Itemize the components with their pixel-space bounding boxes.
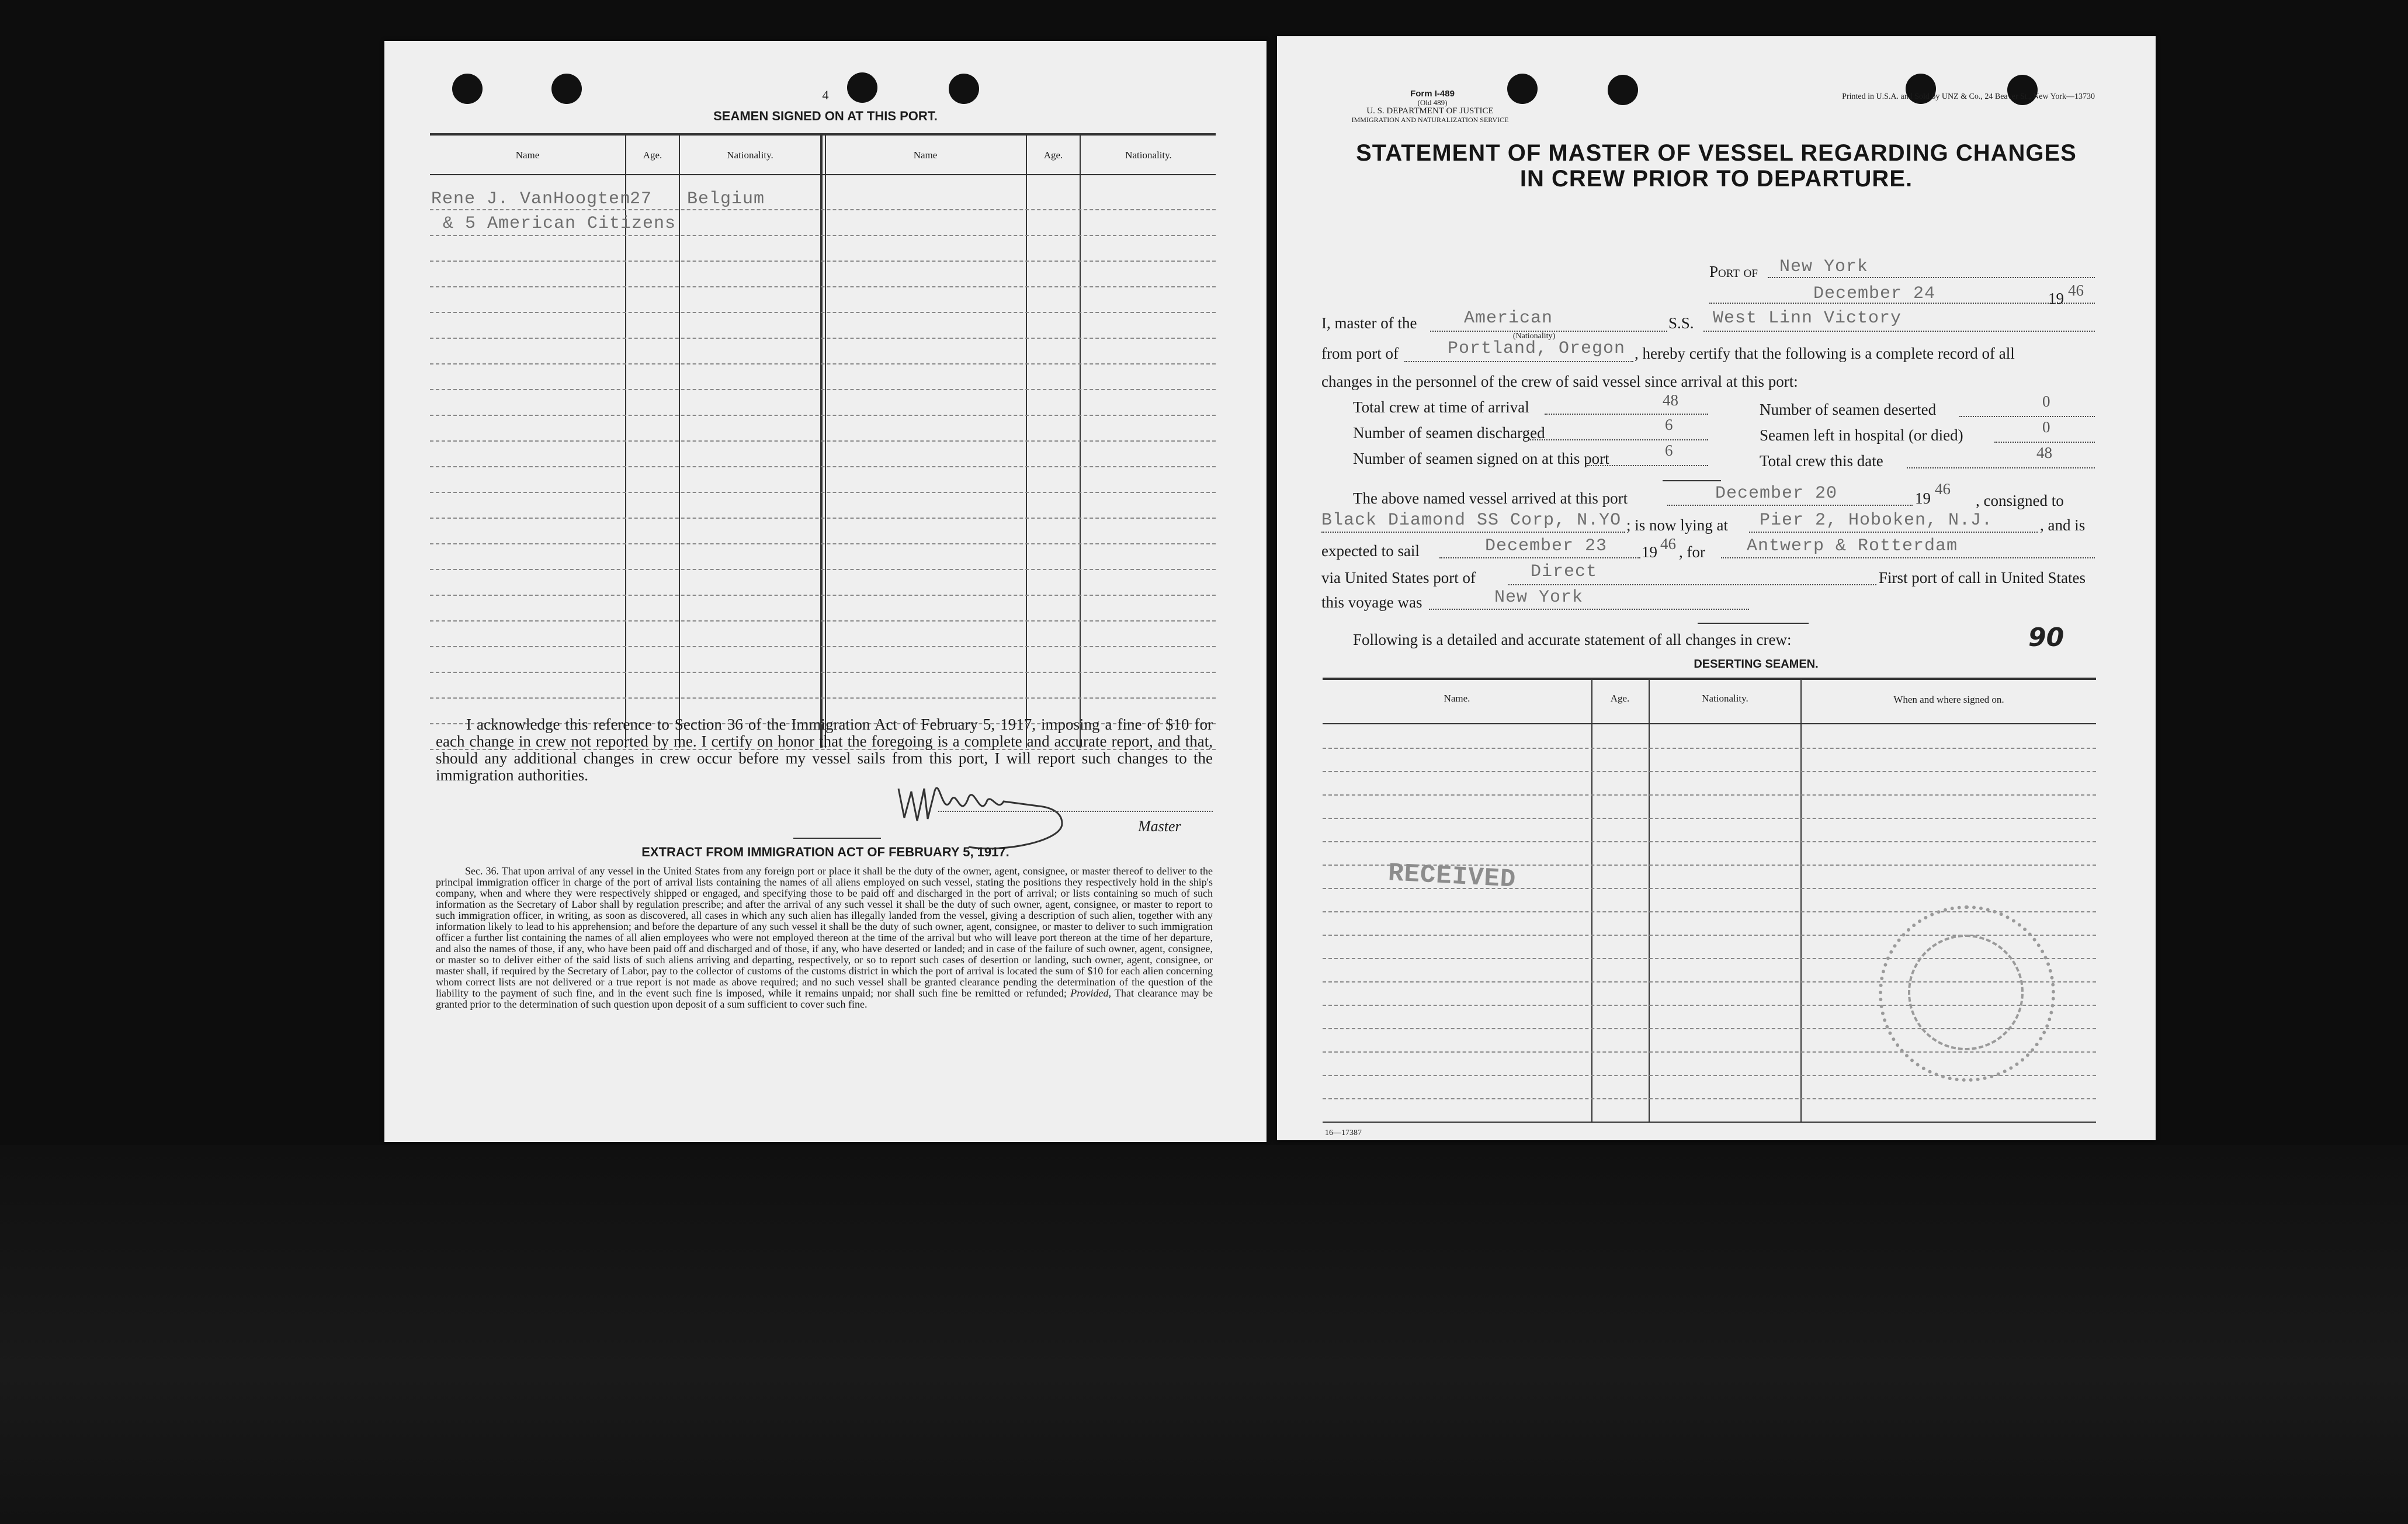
signature-line (938, 811, 1213, 812)
stat-line (1994, 442, 2095, 443)
form-old: (Old 489) (1417, 98, 1448, 107)
nationality-value: American (1464, 308, 1553, 328)
stat-value-deserted: 0 (2042, 393, 2050, 410)
stat-value-arrival: 48 (1663, 391, 1678, 409)
stat-value-signed: 6 (1665, 442, 1673, 459)
table-row-line (430, 440, 1216, 442)
sail-value: December 23 (1485, 536, 1608, 556)
lying-line (1749, 532, 2038, 533)
table-row-line (430, 646, 1216, 647)
form-title-line2: IN CREW PRIOR TO DEPARTURE. (1519, 166, 1913, 192)
sail-line (1439, 557, 1640, 558)
des-col-nationality: Nationality. (1702, 693, 1748, 704)
table-row-line (430, 595, 1216, 596)
lying-label: ; is now lying at (1626, 516, 1728, 534)
table-row-line (430, 389, 1216, 390)
table-row-line (430, 338, 1216, 339)
stat-value-hospital: 0 (2042, 418, 2050, 436)
following-text: Following is a detailed and accurate statement of all changes in crew: (1353, 631, 1792, 648)
sail-year-prefix: 19 (1642, 543, 1657, 561)
col-header-nationality-2: Nationality. (1125, 150, 1172, 161)
table-row-line (1323, 771, 2096, 772)
form-title-line1: STATEMENT OF MASTER OF VESSEL REGARDING CHANGES (1356, 140, 2077, 166)
entry-nationality: Belgium (687, 189, 765, 209)
entry-age: 27 (630, 189, 653, 209)
certify-text: , hereby certify that the following is a complete record of all (1635, 345, 2015, 362)
via-line (1508, 584, 1876, 585)
stat-line (1907, 467, 2095, 468)
from-value: Portland, Oregon (1448, 339, 1626, 359)
des-table-bottom (1323, 1122, 2096, 1123)
stat-line (1528, 439, 1708, 440)
stat-total-rule (1663, 480, 1721, 481)
table-row-line (430, 235, 1216, 236)
table-row-line (430, 209, 1216, 210)
separator-rule (1698, 623, 1809, 624)
lying-value: Pier 2, Hoboken, N.J. (1760, 511, 1993, 530)
left-page (384, 41, 1267, 1142)
des-col-age: Age. (1610, 693, 1630, 704)
arrived-year-prefix: 19 (1915, 490, 1931, 507)
port-line (1768, 277, 2095, 278)
consignee-line (1321, 532, 1625, 533)
consigned-label: , consigned to (1976, 492, 2064, 509)
for-line (1721, 557, 2095, 558)
deserting-title: DESERTING SEAMEN. (1694, 658, 1819, 671)
col-header-name-2: Name (913, 150, 938, 161)
des-col-signed-on: When and where signed on. (1893, 694, 2004, 705)
voyage-label: this voyage was (1321, 593, 1422, 611)
punch-hole (1608, 75, 1638, 105)
date-value: December 24 (1813, 284, 1936, 304)
received-stamp: RECEIVED (1387, 859, 1517, 895)
form-number: Form I-489 (1410, 89, 1455, 99)
and-is: , and is (2040, 516, 2086, 534)
via-label: via United States port of (1321, 569, 1476, 586)
from-label: from port of (1321, 345, 1399, 362)
port-value: New York (1779, 257, 1869, 277)
table-row-line (430, 492, 1216, 493)
separator-rule (793, 838, 881, 839)
des-table-header-rule (1323, 723, 2096, 724)
acknowledgement-text: I acknowledge this reference to Section 36 of the Immigration Act of February 5, 1917, imposing a fine of $10 for each change in crew not reported by me. I certify on honor that the foregoing is a complete and accurate report, and that, should any additional changes in crew occur before my vessel sails from this port, I will report such changes to the immigration authorities. (436, 716, 1213, 784)
first-port-label: First port of call in United States (1879, 569, 2086, 586)
table-row-line (430, 620, 1216, 622)
col-header-age: Age. (643, 150, 662, 161)
entry-name: & 5 American Citizens (443, 214, 676, 234)
col-header-nationality: Nationality. (727, 150, 773, 161)
stat-value-total: 48 (2036, 444, 2052, 461)
arrived-label: The above named vessel arrived at this port (1353, 490, 1628, 507)
extract-label: Sec. 36. (465, 865, 499, 877)
service: IMMIGRATION AND NATURALIZATION SERVICE (1351, 116, 1509, 124)
signature-role: Master (1138, 818, 1181, 835)
consignee-value: Black Diamond SS Corp, N.YO (1321, 511, 1622, 530)
table-row-line (430, 518, 1216, 519)
table-row-line (430, 415, 1216, 416)
table-row-line (1323, 1098, 2096, 1099)
ss-label: S.S. (1668, 314, 1694, 332)
stat-label-total: Total crew this date (1760, 452, 1883, 470)
table-top-rule (430, 133, 1216, 136)
stat-line (1587, 465, 1708, 466)
table-row-line (430, 466, 1216, 467)
table-row-line (430, 261, 1216, 262)
extract-provided: Provided, (1070, 987, 1112, 999)
stat-label-deserted: Number of seamen deserted (1760, 401, 1937, 418)
date-year: 46 (2068, 282, 2084, 299)
sail-year: 46 (1660, 535, 1676, 553)
nationality-caption: (Nationality) (1512, 332, 1556, 341)
stat-label-signed: Number of seamen signed on at this port (1353, 450, 1609, 467)
table-row-line (430, 286, 1216, 287)
col-header-name: Name (515, 150, 540, 161)
extract-text (436, 866, 1213, 1010)
col-divider (1591, 679, 1592, 1122)
vessel-line (1703, 331, 2095, 332)
master-label: I, master of the (1321, 314, 1417, 332)
stat-line (1545, 414, 1708, 415)
col-divider (1649, 679, 1650, 1122)
stat-value-discharged: 6 (1665, 416, 1673, 433)
arrived-year: 46 (1935, 480, 1951, 498)
extract-tail: That clearance may be granted prior to the determination of such question upon deposit of a sum sufficient to cover such fine. (436, 987, 1213, 1010)
stat-label-hospital: Seamen left in hospital (or died) (1760, 426, 1963, 444)
for-value: Antwerp & Rotterdam (1747, 536, 1958, 556)
table-row-line (430, 697, 1216, 699)
table-row-line (1323, 818, 2096, 819)
arrived-value: December 20 (1715, 484, 1838, 504)
table-row-line (1323, 748, 2096, 749)
department: U. S. DEPARTMENT OF JUSTICE (1366, 106, 1494, 116)
master-signature (887, 765, 1132, 853)
vessel-value: West Linn Victory (1713, 308, 1902, 328)
port-label: Port of (1709, 263, 1758, 280)
des-table-top (1323, 678, 2096, 680)
handwritten-number: 90 (2028, 623, 2065, 652)
right-page (1277, 36, 2156, 1140)
sail-label: expected to sail (1321, 542, 1420, 560)
page-number: 4 (822, 88, 829, 102)
table-row-line (430, 672, 1216, 673)
table-row-line (430, 312, 1216, 313)
table-row-line (430, 569, 1216, 570)
circular-stamp-inner (1908, 935, 2024, 1050)
voyage-line (1429, 609, 1749, 610)
table-row-line (1323, 841, 2096, 842)
changes-text: changes in the personnel of the crew of said vessel since arrival at this port: (1321, 373, 1798, 390)
table-row-line (1323, 794, 2096, 796)
col-divider (1800, 679, 1802, 1122)
col-header-age-2: Age. (1043, 150, 1063, 161)
from-line (1404, 361, 1633, 362)
table-header-rule (430, 174, 1216, 175)
via-value: Direct (1531, 562, 1598, 582)
entry-name: Rene J. VanHoogten (431, 189, 632, 209)
stat-label-discharged: Number of seamen discharged (1353, 424, 1545, 442)
des-col-name: Name. (1444, 693, 1470, 704)
stat-line (1959, 416, 2095, 417)
voyage-value: New York (1494, 588, 1584, 607)
table-row-line (430, 363, 1216, 364)
extract-body: That upon arrival of any vessel in the United States from any foreign port or place it shall be the duty of the owner, agent, consignee, or master thereof to deliver to the principal immigration officer in charge of the port of arrival lists containing the names of all aliens employed on such vessel, stating the positions they respectively hold in the ship's company, when and where they were respectively shipped or engaged, and specifying those to be paid off and discharged in the port of arrival; or lists containing so much of such information as the Secretary of Labor shall by regulation prescribe; and after the arrival of any such vessel it shall be the duty of such owner, agent, consignee, or master to report to such immigration officer, in writing, as soon as discovered, all cases in which any such alien has illegally landed from the vessel, giving a description of such alien, together with any information likely to lead to his apprehension; and before the departure of any such vessel it shall be the duty of such owner, agent, consignee, or master to deliver to such immigration officer a further list containing the names of all alien employees who were not employed thereon at the time of the arrival but who will leave port thereon at the time of her departure, and also the names of those, if any, who have been paid off and discharged and of those, if any, who have deserted or landed; and in case of the failure of such owner, agent, consignee, or master so to deliver either of the said lists of such aliens arriving and departing, respectively, or so to report such cases of desertion or landing, such owner, agent, consignee, or master shall, if required by the Secretary of Labor, pay to the collector of customs of the customs district in which the port of arrival is located the sum of $10 for each alien concerning whom correct lists are not delivered or a true report is not made as above required; and no such vessel shall be granted clearance pending the determination of the question of the liability to the payment of such fine, and in the event such fine is imposed, while it remains unpaid; nor shall such fine be remitted or refunded; (436, 865, 1213, 999)
section-title: SEAMEN SIGNED ON AT THIS PORT. (713, 109, 938, 123)
for-label: , for (1679, 543, 1705, 561)
stat-label-arrival: Total crew at time of arrival (1353, 398, 1529, 416)
footer-code: 16—17387 (1325, 1129, 1362, 1137)
printer-note: Printed in U.S.A. and Sold by UNZ & Co., 24 Beaver St., New York—13730 (1842, 92, 2095, 101)
extract-title: EXTRACT FROM IMMIGRATION ACT OF FEBRUARY 5, 1917. (641, 845, 1009, 859)
arrived-line (1667, 505, 1913, 506)
background-scan (0, 1145, 2408, 1524)
table-row-line (430, 543, 1216, 544)
date-year-prefix: 19 (2048, 290, 2064, 307)
